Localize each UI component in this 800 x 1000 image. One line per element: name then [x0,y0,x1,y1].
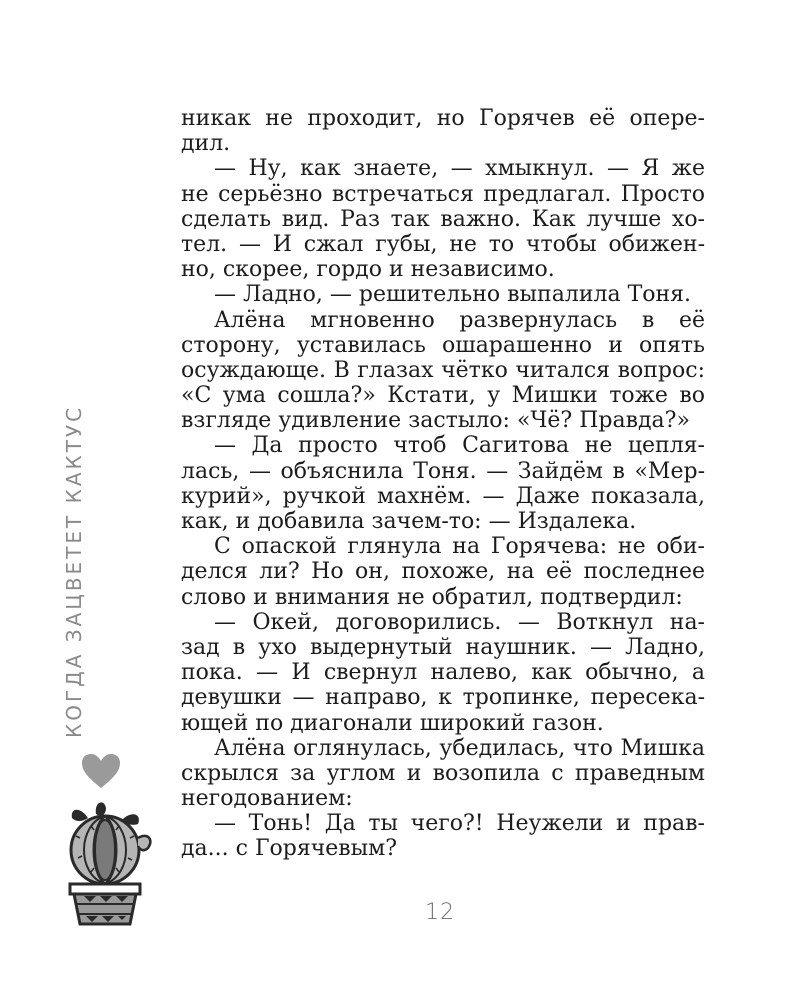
text-line: С опаской глянула на Горячева: не оби- [214,534,705,560]
text-line: да... с Горячевым? [181,836,398,862]
text-line: «С ума сошла?» Кстати, у Мишки тоже во [181,383,705,409]
text-line: Алёна мгновенно развернулась в её [214,307,705,333]
text-line: зад в ухо выдернутый наушник. — Ладно, [181,634,705,660]
page-number: 12 [425,900,455,925]
text-line: но, скорее, гордо и независимо. [181,257,555,283]
text-line: делся ли? Но он, похоже, на её последнее [181,559,705,585]
text-line: пока. — И свернул налево, как обычно, а [181,660,705,686]
text-line: тел. — И сжал губы, не то чтобы обижен- [181,231,705,257]
text-line: — Да просто чтоб Сагитова не цепля- [214,433,705,459]
text-line: скрылся за углом и возопила с праведным [181,760,705,786]
text-line: слово и внимания не обратил, подтвердил: [181,584,683,610]
heart-icon [80,752,122,790]
text-line: лась, — объяснила Тоня. — Зайдём в «Мер- [181,458,705,484]
body-text [181,106,705,862]
text-line: дил. [181,131,231,157]
text-line: не серьёзно встречаться предлагал. Просто [181,181,705,207]
text-line: курий», ручкой махнём. — Даже показала, [181,483,705,509]
text-line: ющей по диагонали широкий газон. [181,710,604,736]
text-line: — Ну, как знаете, — хмыкнул. — Я же [214,156,705,182]
text-line: как, и добавила зачем-то: — Издалека. [181,509,637,534]
text-line: — Ладно, — решительно выпалила Тоня. [214,282,692,308]
text-line: осуждающе. В глазах чётко читался вопрос: [181,357,705,383]
text-line: сделать вид. Раз так важно. Как лучше хо- [181,206,705,232]
text-line: — Окей, договорились. — Воткнул на- [214,609,705,635]
text-line: никак не проходит, но Горячев её опере- [181,106,705,131]
text-line: Алёна оглянулась, убедилась, что Мишка [214,735,705,761]
text-line: негодованием: [181,786,353,812]
text-line: сторону, уставилась ошарашенно и опять [181,332,705,358]
text-line: взгляде удивление застыло: «Чё? Правда?» [181,408,690,434]
series-title: КОГДА ЗАЦВЕТЕТ КАКТУС [62,404,86,738]
text-line: девушки — направо, к тропинке, пересека- [181,685,705,711]
cactus-icon [50,798,160,926]
text-line: — Тонь! Да ты чего?! Неужели и прав- [214,811,705,837]
